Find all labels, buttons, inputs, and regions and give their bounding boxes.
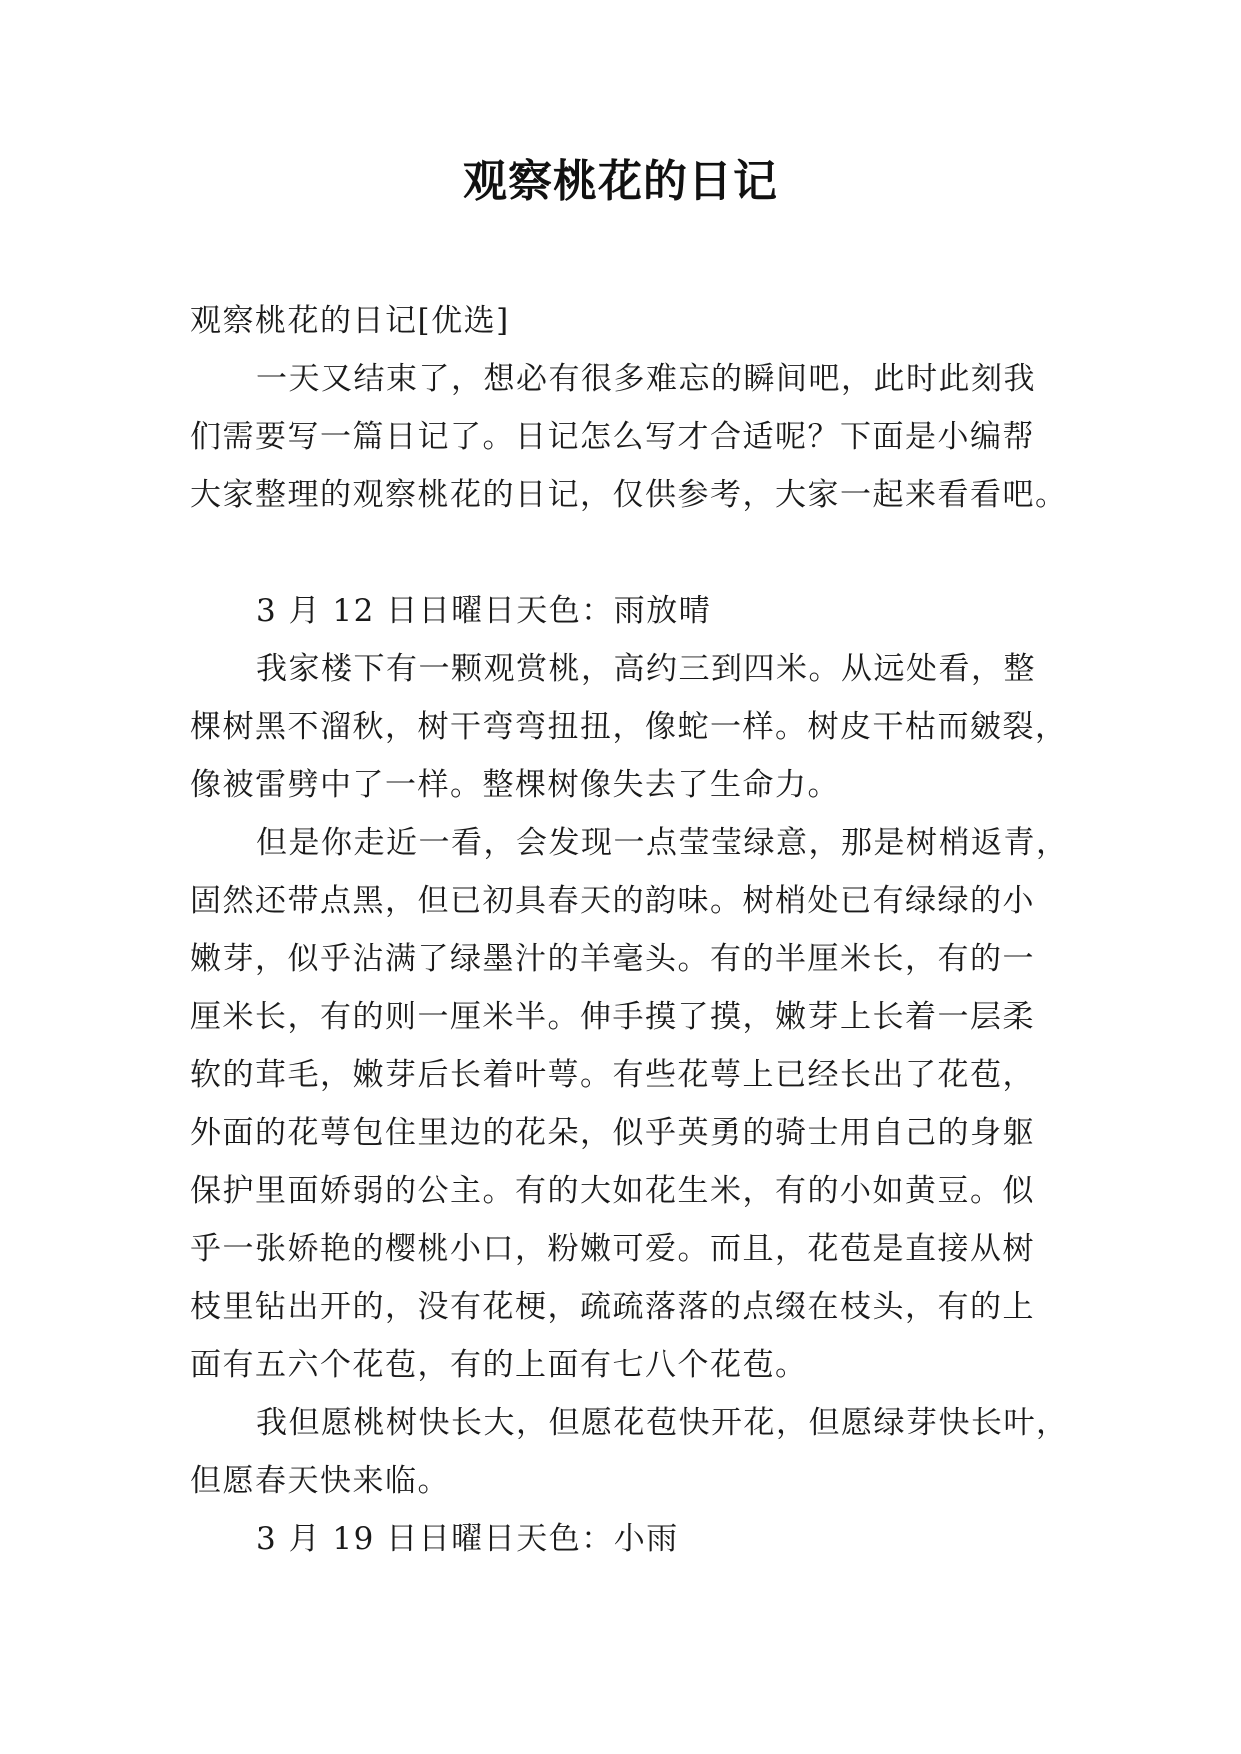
entry-date-line: 3 月 19 日日曜日天色：小雨 — [256, 1521, 679, 1557]
paragraph-line: 但愿春天快来临。 — [190, 1463, 450, 1499]
paragraph-line: 厘米长，有的则一厘米半。伸手摸了摸，嫩芽上长着一层柔 — [190, 999, 1035, 1035]
paragraph-line: 我家楼下有一颗观赏桃，高约三到四米。从远处看，整 — [256, 651, 1036, 687]
entry-paragraph-2 — [190, 814, 1069, 1394]
entry-date-line: 3 月 12 日日曜日天色：雨放晴 — [256, 593, 712, 629]
intro-line: 大家整理的观察桃花的日记，仅供参考，大家一起来看看吧。 — [190, 477, 1068, 513]
paragraph-line: 枝里钻出开的，没有花梗，疏疏落落的点缀在枝头，有的上 — [190, 1289, 1035, 1325]
paragraph-line: 我但愿桃树快长大，但愿花苞快开花，但愿绿芽快长叶， — [256, 1405, 1069, 1441]
paragraph-line: 软的茸毛，嫩芽后长着叶萼。有些花萼上已经长出了花苞， — [190, 1057, 1035, 1093]
entry-paragraph-1 — [190, 640, 1068, 814]
entry-paragraph-3 — [190, 1394, 1069, 1510]
paragraph-line: 外面的花萼包住里边的花朵，似乎英勇的骑士用自己的身躯 — [190, 1115, 1035, 1151]
intro-paragraph — [190, 350, 1068, 524]
intro-line: 们需要写一篇日记了。日记怎么写才合适呢？下面是小编帮 — [190, 419, 1035, 455]
paragraph-gap — [190, 524, 1056, 582]
document-title: 观察桃花的日记 — [463, 156, 778, 207]
paragraph-line: 固然还带点黑，但已初具春天的韵味。树梢处已有绿绿的小 — [190, 883, 1035, 919]
paragraph-line: 保护里面娇弱的公主。有的大如花生米，有的小如黄豆。似 — [190, 1173, 1035, 1209]
paragraph-line: 像被雷劈中了一样。整棵树像失去了生命力。 — [190, 767, 840, 803]
document-body — [190, 292, 1069, 1568]
paragraph-line: 棵树黑不溜秋，树干弯弯扭扭，像蛇一样。树皮干枯而皴裂， — [190, 709, 1068, 745]
paragraph-line: 乎一张娇艳的樱桃小口，粉嫩可爱。而且，花苞是直接从树 — [190, 1231, 1035, 1267]
document-subtitle: 观察桃花的日记[优选] — [190, 303, 510, 339]
paragraph-line: 但是你走近一看，会发现一点莹莹绿意，那是树梢返青， — [256, 825, 1069, 861]
intro-line: 一天又结束了，想必有很多难忘的瞬间吧，此时此刻我 — [256, 361, 1036, 397]
paragraph-line: 嫩芽，似乎沾满了绿墨汁的羊毫头。有的半厘米长，有的一 — [190, 941, 1035, 977]
paragraph-line: 面有五六个花苞，有的上面有七八个花苞。 — [190, 1347, 808, 1383]
